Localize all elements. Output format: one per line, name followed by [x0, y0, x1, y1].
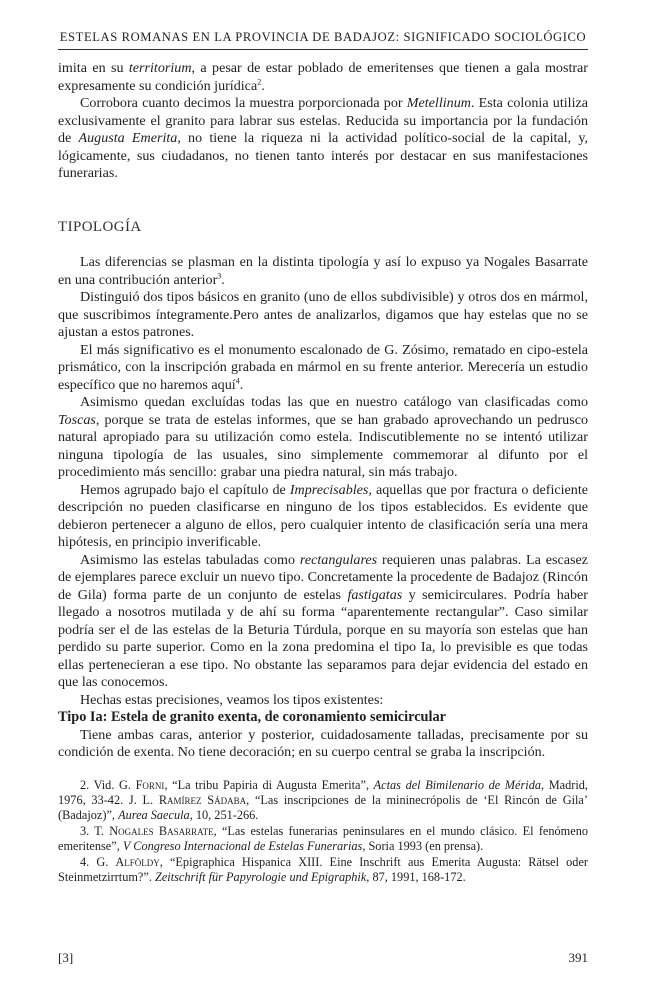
page-number: 391 [568, 950, 588, 965]
paragraph-1: imita en su territorium, a pesar de estar poblado de emeritenses que tienen a gala mostrar expresamente su condición jurídica$^2$. [58, 60, 588, 94]
page-footer [58, 950, 588, 966]
running-header: ESTELAS ROMANAS EN LA PROVINCIA DE BADAJOZ: SIGNIFICADO SOCIOLÓGICO [58, 30, 588, 50]
footnote-4: 4. G. Alföldy, “Epigraphica Hispanica XIII. Eine Inschrift aus Emerita Augusta: Rätsel oder Steinmetzirrtum?”. Zeitschrift für Papyrologie und Epigraphik, 87, 1991, 168-172. [58, 854, 588, 884]
footnote-2: 2. Vid. G. Forni, “La tribu Papiria di Augusta Emerita”, Actas del Bimilenario de Mérida, Madrid, 1976, 33-42. J. L. Ramírez Sádaba, “Las inscripciones de la mininecrópolis de ‘El Rincón de Gila’ (Badajoz)”, Aurea Saecula, 10, 251-266. [58, 777, 588, 823]
paragraph-8: Asimismo las estelas tabuladas como rectangulares requieren unas palabras. La escasez de ejemplares parece excluir un nuevo tipo. Concretamente la procedente de Badajoz (Rincón de Gila) forma parte de un conjunto de estelas fastigatas y semicirculares. Podría haber llegado a nosotros mutilada y de ahí su forma “aparentemente rectangular”. Caso similar podría ser el de las estelas de la Beturia Túrdula, porque en su mayoría son estelas que han perdido su parte superior. Como en la zona predomina el tipo Ia, lo previsible es que todas ellas pertenecieran a ese tipo. No obstante las separamos para dejar evidencia del estado en que las conocemos. [58, 551, 589, 690]
footnote-ref-2[interactable]: 2 [257, 76, 262, 86]
paragraph-4: Distinguió dos tipos básicos en granito (uno de ellos subdivisible) y otros dos en mármol, que suscribimos íntegramente.Pero antes de analizarlos, digamos que hay estelas que no se ajustan a estos patrones. [58, 289, 588, 340]
footnote-ref-4[interactable]: 4 [235, 375, 240, 385]
paragraph-7: Hemos agrupado bajo el capítulo de Imprecisables, aquellas que por fractura o deficiente descripción no pueden clasificarse en ninguno de los tipos establecidos. Es evidente que debieron pertenecer a alguno de ellos, pero cualquier intento de clasificación sería una mera hipótesis, en principio inverificable. [58, 481, 588, 550]
paragraph-9: Hechas estas precisiones, veamos los tipos existentes: [80, 691, 384, 708]
section-title: TIPOLOGÍA [58, 218, 142, 235]
page-body [58, 60, 588, 885]
subheading-tipo-ia: Tipo Ia: Estela de granito exenta, de coronamiento semicircular [58, 709, 446, 725]
footnote-ref-3[interactable]: 3 [217, 270, 222, 280]
paragraph-10: Tiene ambas caras, anterior y posterior, cuidadosamente talladas, precisamente por su condición de exenta. No tiene decoración; en su cuerpo central se graba la inscripción. [58, 726, 588, 760]
footnote-3: 3. T. Nogales Basarrate, “Las estelas funerarias peninsulares en el mundo clásico. El fenómeno emeritense”, V Congreso Internacional de Estelas Funerarias, Soria 1993 (en prensa). [58, 823, 588, 854]
paragraph-5: El más significativo es el monumento escalonado de G. Zósimo, rematado en cipo-estela prismático, con la inscripción grabada en mármol en su frente anterior. Merecería un estudio específico que no haremos aquí$^4$. [58, 341, 588, 393]
footnotes [58, 778, 588, 886]
paragraph-6: Asimismo quedan excluídas todas las que en nuestro catálogo van clasificadas como Toscas, porque se trata de estelas informes, que se han grabado aprovechando un pedrusco natural apropiado para su utilización como estela. Indiscutiblemente no se intentó utilizar ninguna tipología de las usuales, sino simplemente commemorar al difunto por el procedimiento más sencillo: grabar una piedra natural, sin más trabajo. [58, 394, 588, 480]
paragraph-2: Corrobora cuanto decimos la muestra porporcionada por Metellinum. Esta colonia utiliza exclusivamente el granito para labrar sus estelas. Reducida su importancia por la fundación de Augusta Emerita, no tiene la riqueza ni la actividad político-social de la capital, y, lógicamente, sus ciudadanos, no tienen tanto interés por destacar en sus manifestaciones funerarias. [58, 95, 589, 181]
section-marker: [3] [58, 950, 74, 965]
paragraph-3: Las diferencias se plasman en la distinta tipología y así lo expuso ya Nogales Basarrate en una contribución anterior$^3$. [58, 254, 588, 288]
